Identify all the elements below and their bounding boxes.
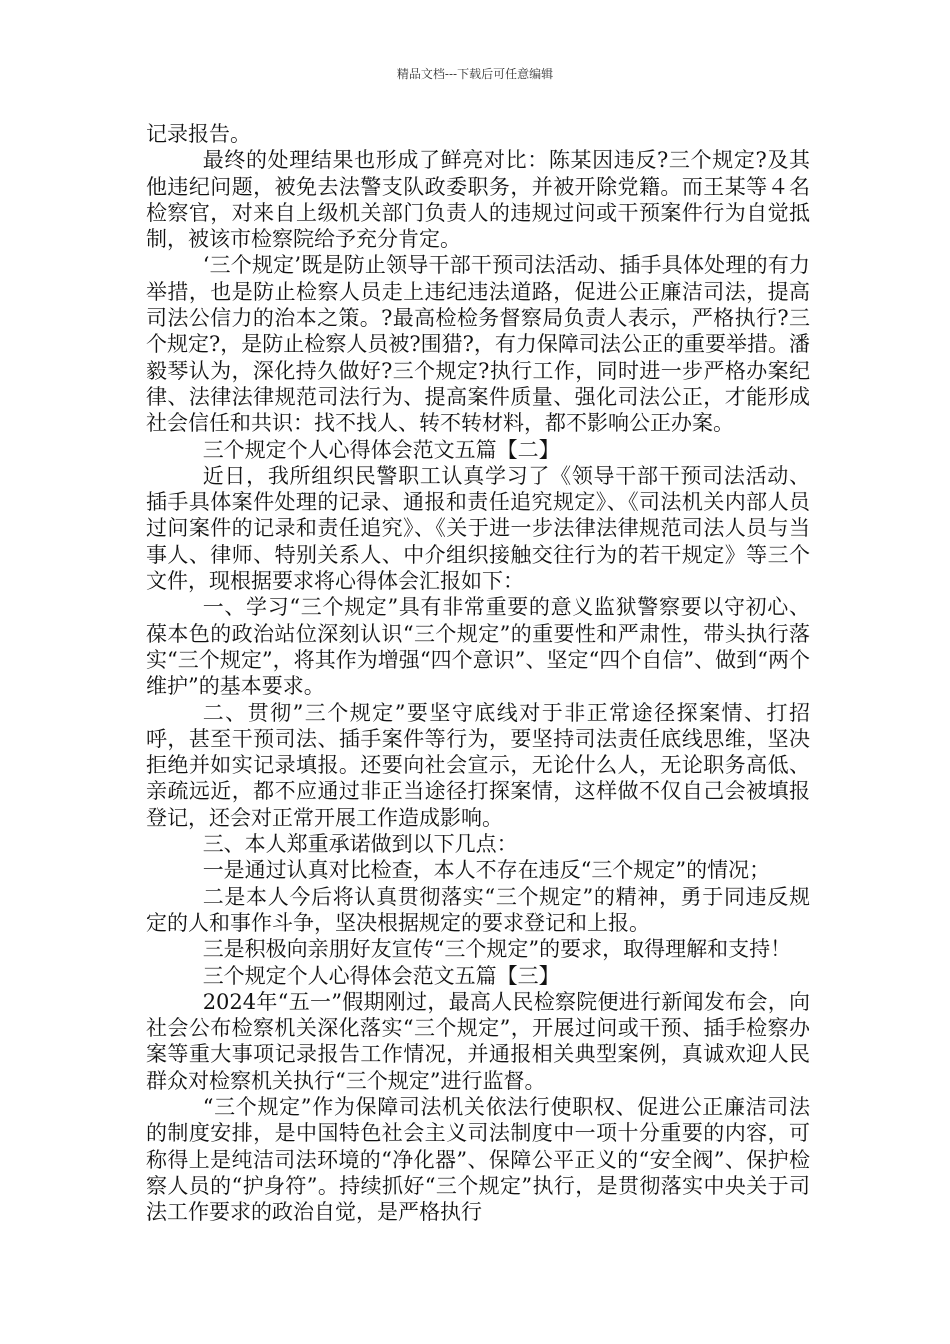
paragraph: 一是通过认真对比检查，本人不存在违反“三个规定”的情况； <box>202 858 771 883</box>
paragraph: 近日，我所组织民警职工认真学习了《领导干部干预司法活动、插手具体案件处理的记录、通报和责任追究规定》、《司法机关内部人员过问案件的记录和责任追究》、《关于进一步法律法律规范司法人员与当事人、律师、特别关系人、中介组织接触交往行为的若干规定》等三个文件，现根据要求将心得体会汇报如下： <box>146 463 810 594</box>
paragraph: 2024年“五一”假期刚过，最高人民检察院便进行新闻发布会，向社会公布检察机关深化落实“三个规定”，开展过问或干预、插手检察办案等重大事项记录报告工作情况，并通报相关典型案例，真诚欢迎人民群众对检察机关执行“三个规定”进行监督。 <box>146 989 810 1093</box>
paragraph: 三是积极向亲朋好友宣传“三个规定”的要求，取得理解和支持！ <box>202 937 792 962</box>
paragraph: 最终的处理结果也形成了鲜亮对比：陈某因违反?三个规定?及其他违纪问题，被免去法警支队政委职务，并被开除党籍。而王某等４名检察官，对来自上级机关部门负责人的违规过问或干预案件行为自觉抵制，被该市检察院给予充分肯定。 <box>146 148 810 252</box>
paragraph: 二、贯彻”三个规定”要坚守底线对于非正常途径探案情、打招呼，甚至干预司法、插手案件等行为，要坚持司法责任底线思维，坚决拒绝并如实记录填报。还要向社会宣示，无论什么人，无论职务高低、亲疏远近，都不应通过非正当途径打探案情，这样做不仅自己会被填报登记，还会对正常开展工作造成影响。 <box>146 700 810 830</box>
paragraph: 三个规定个人心得体会范文五篇【二】 <box>202 437 560 462</box>
page-header: 精品文档---下载后可任意编辑 <box>396 67 554 81</box>
paragraph: 三个规定个人心得体会范文五篇【三】 <box>202 963 560 988</box>
paragraph: “三个规定”作为保障司法机关依法行使职权、促进公正廉洁司法的制度安排，是中国特色社会主义司法制度中一项十分重要的内容，可称得上是纯洁司法环境的“净化器”、保障公平正义的“安全阀”、保护检察人员的“护身符”。持续抓好“三个规定”执行，是贯彻落实中央关于司法工作要求的政治自觉，是严格执行 <box>146 1094 810 1225</box>
document-body <box>146 121 810 1225</box>
paragraph: 记录报告。 <box>146 122 251 146</box>
paragraph: 一、学习“三个规定”具有非常重要的意义监狱警察要以守初心、葆本色的政治站位深刻认识“三个规定”的重要性和严肃性，带头执行落实“三个规定”，将其作为增强“四个意识”、坚定“四个自信”、做到“两个维护”的基本要求。 <box>146 595 810 699</box>
paragraph: 三、本人郑重承诺做到以下几点： <box>202 832 518 857</box>
paragraph: ‘三个规定’既是防止领导干部干预司法活动、插手具体处理的有力举措，也是防止检察人员走上违纪违法道路，促进公正廉洁司法，提高司法公信力的治本之策。?最高检检务督察局负责人表示，严格执行?三个规定?，是防止检察人员被?围猎?，有力保障司法公正的重要举措。潘毅琴认为，深化持久做好?三个规定?执行工作，同时进一步严格办案纪律、法律法律规范司法行为、提高案件质量、强化司法公正，才能形成社会信任和共识：找不找人、转不转材料，都不影响公正办案。 <box>146 253 810 436</box>
paragraph: 二是本人今后将认真贯彻落实“三个规定”的精神，勇于同违反规定的人和事作斗争，坚决根据规定的要求登记和上报。 <box>146 884 810 935</box>
